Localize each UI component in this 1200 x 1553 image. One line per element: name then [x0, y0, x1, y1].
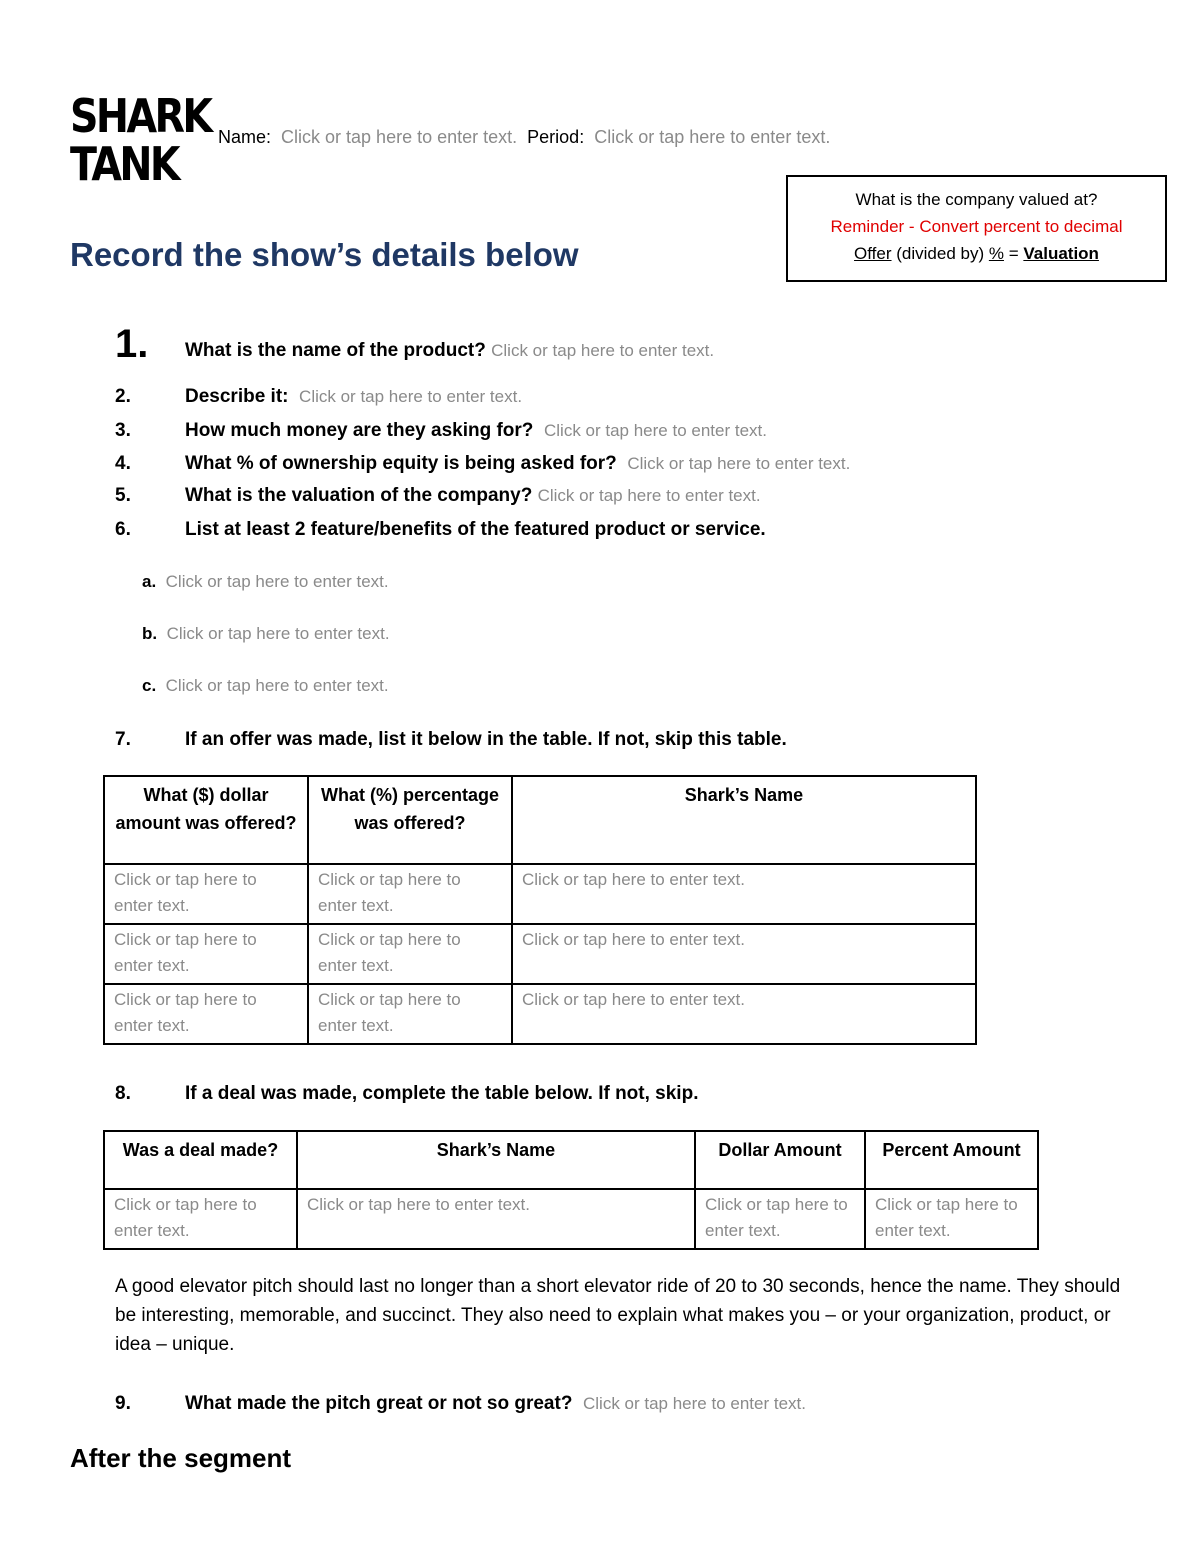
column-header: What ($) dollar amount was offered?	[104, 776, 308, 864]
question-text: List at least 2 feature/benefits of the featured product or service.	[185, 519, 766, 540]
answer-field-1[interactable]: Click or tap here to enter text.	[491, 341, 715, 360]
table-cell-field[interactable]: Click or tap here to enter text.	[104, 924, 308, 984]
sub-item-b	[142, 624, 390, 644]
table-cell-field[interactable]: Click or tap here to enter text.	[865, 1189, 1038, 1249]
column-header: Shark’s Name	[512, 776, 976, 864]
period-field[interactable]: Click or tap here to enter text.	[594, 127, 831, 147]
table-cell-field[interactable]: Click or tap here to enter text.	[695, 1189, 865, 1249]
deal-table	[103, 1130, 1039, 1250]
answer-field-3[interactable]: Click or tap here to enter text.	[543, 421, 767, 440]
table-cell-field[interactable]: Click or tap here to enter text.	[308, 924, 512, 984]
name-period-line	[218, 127, 830, 148]
elevator-pitch-paragraph: A good elevator pitch should last no longer than a short elevator ride of 20 to 30 seconds, hence the name. They should be interesting, memorable, and succinct. They also need to explain what makes you – or your organization, product, or idea – unique.	[115, 1276, 1121, 1355]
page-title: Record the show’s details below	[70, 236, 579, 273]
sub-item-c	[142, 676, 389, 696]
period-label: Period:	[527, 127, 585, 147]
name-label: Name:	[218, 127, 272, 147]
column-header: Dollar Amount	[695, 1131, 865, 1189]
answer-field-4[interactable]: Click or tap here to enter text.	[627, 454, 851, 473]
formula-divided: (divided by)	[891, 244, 989, 263]
table-row	[104, 984, 976, 1044]
valuation-formula	[788, 240, 1165, 267]
question-number: 9.	[115, 1393, 131, 1414]
formula-percent: %	[988, 244, 1004, 263]
table-header-row	[104, 776, 976, 864]
question-text: Describe it:	[185, 386, 289, 407]
question-number: 7.	[115, 729, 131, 750]
offer-table	[103, 775, 977, 1045]
table-cell-field[interactable]: Click or tap here to enter text.	[104, 984, 308, 1044]
question-text: If a deal was made, complete the table below. If not, skip.	[185, 1083, 699, 1104]
question-text: What made the pitch great or not so great?	[185, 1393, 573, 1414]
table-cell-field[interactable]: Click or tap here to enter text.	[308, 984, 512, 1044]
table-cell-field[interactable]: Click or tap here to enter text.	[104, 1189, 297, 1249]
answer-field-5[interactable]: Click or tap here to enter text.	[537, 486, 761, 505]
table-cell-field[interactable]: Click or tap here to enter text.	[104, 864, 308, 924]
sub-item-a	[142, 572, 389, 592]
formula-equals: =	[1003, 244, 1024, 263]
table-row	[104, 924, 976, 984]
section-heading-after-segment: After the segment	[70, 1443, 292, 1473]
table-cell-field[interactable]: Click or tap here to enter text.	[512, 864, 976, 924]
question-number: 2.	[115, 386, 131, 407]
table-row	[104, 864, 976, 924]
name-field[interactable]: Click or tap here to enter text.	[281, 127, 518, 147]
answer-field-2[interactable]: Click or tap here to enter text.	[299, 387, 523, 406]
column-header: Percent Amount	[865, 1131, 1038, 1189]
question-text: What % of ownership equity is being asked for?	[185, 453, 617, 474]
reminder-text: Reminder - Convert percent to decimal	[830, 217, 1123, 236]
sub-answer-field-a[interactable]: Click or tap here to enter text.	[165, 572, 389, 591]
table-cell-field[interactable]: Click or tap here to enter text.	[512, 924, 976, 984]
formula-valuation: Valuation	[1023, 244, 1099, 263]
table-cell-field[interactable]: Click or tap here to enter text.	[308, 864, 512, 924]
question-text: If an offer was made, list it below in the table. If not, skip this table.	[185, 729, 787, 750]
shark-tank-logo	[70, 89, 211, 191]
table-cell-field[interactable]: Click or tap here to enter text.	[512, 984, 976, 1044]
question-number: 8.	[115, 1083, 131, 1104]
sub-letter: a.	[142, 572, 157, 591]
question-text: How much money are they asking for?	[185, 420, 534, 441]
question-text: What is the name of the product?	[185, 340, 486, 361]
logo-line-2: TANK	[70, 137, 178, 191]
question-number: 5.	[115, 485, 131, 506]
question-number: 6.	[115, 519, 131, 540]
column-header: What (%) percentage was offered?	[308, 776, 512, 864]
question-text: What is the valuation of the company?	[185, 485, 533, 506]
answer-field-9[interactable]: Click or tap here to enter text.	[582, 1394, 806, 1413]
table-row	[104, 1189, 1038, 1249]
question-number: 3.	[115, 420, 131, 441]
column-header: Was a deal made?	[104, 1131, 297, 1189]
question-number: 4.	[115, 453, 131, 474]
table-cell-field[interactable]: Click or tap here to enter text.	[297, 1189, 695, 1249]
sub-answer-field-b[interactable]: Click or tap here to enter text.	[166, 624, 390, 643]
column-header: Shark’s Name	[297, 1131, 695, 1189]
valuation-question: What is the company valued at?	[855, 190, 1098, 209]
question-number: 1.	[115, 322, 149, 366]
formula-offer: Offer	[854, 244, 892, 263]
sub-answer-field-c[interactable]: Click or tap here to enter text.	[165, 676, 389, 695]
table-header-row	[104, 1131, 1038, 1189]
valuation-reminder-box	[786, 175, 1167, 282]
sub-letter: c.	[142, 676, 157, 695]
sub-letter: b.	[142, 624, 158, 643]
logo-line-1: SHARK	[70, 89, 211, 143]
